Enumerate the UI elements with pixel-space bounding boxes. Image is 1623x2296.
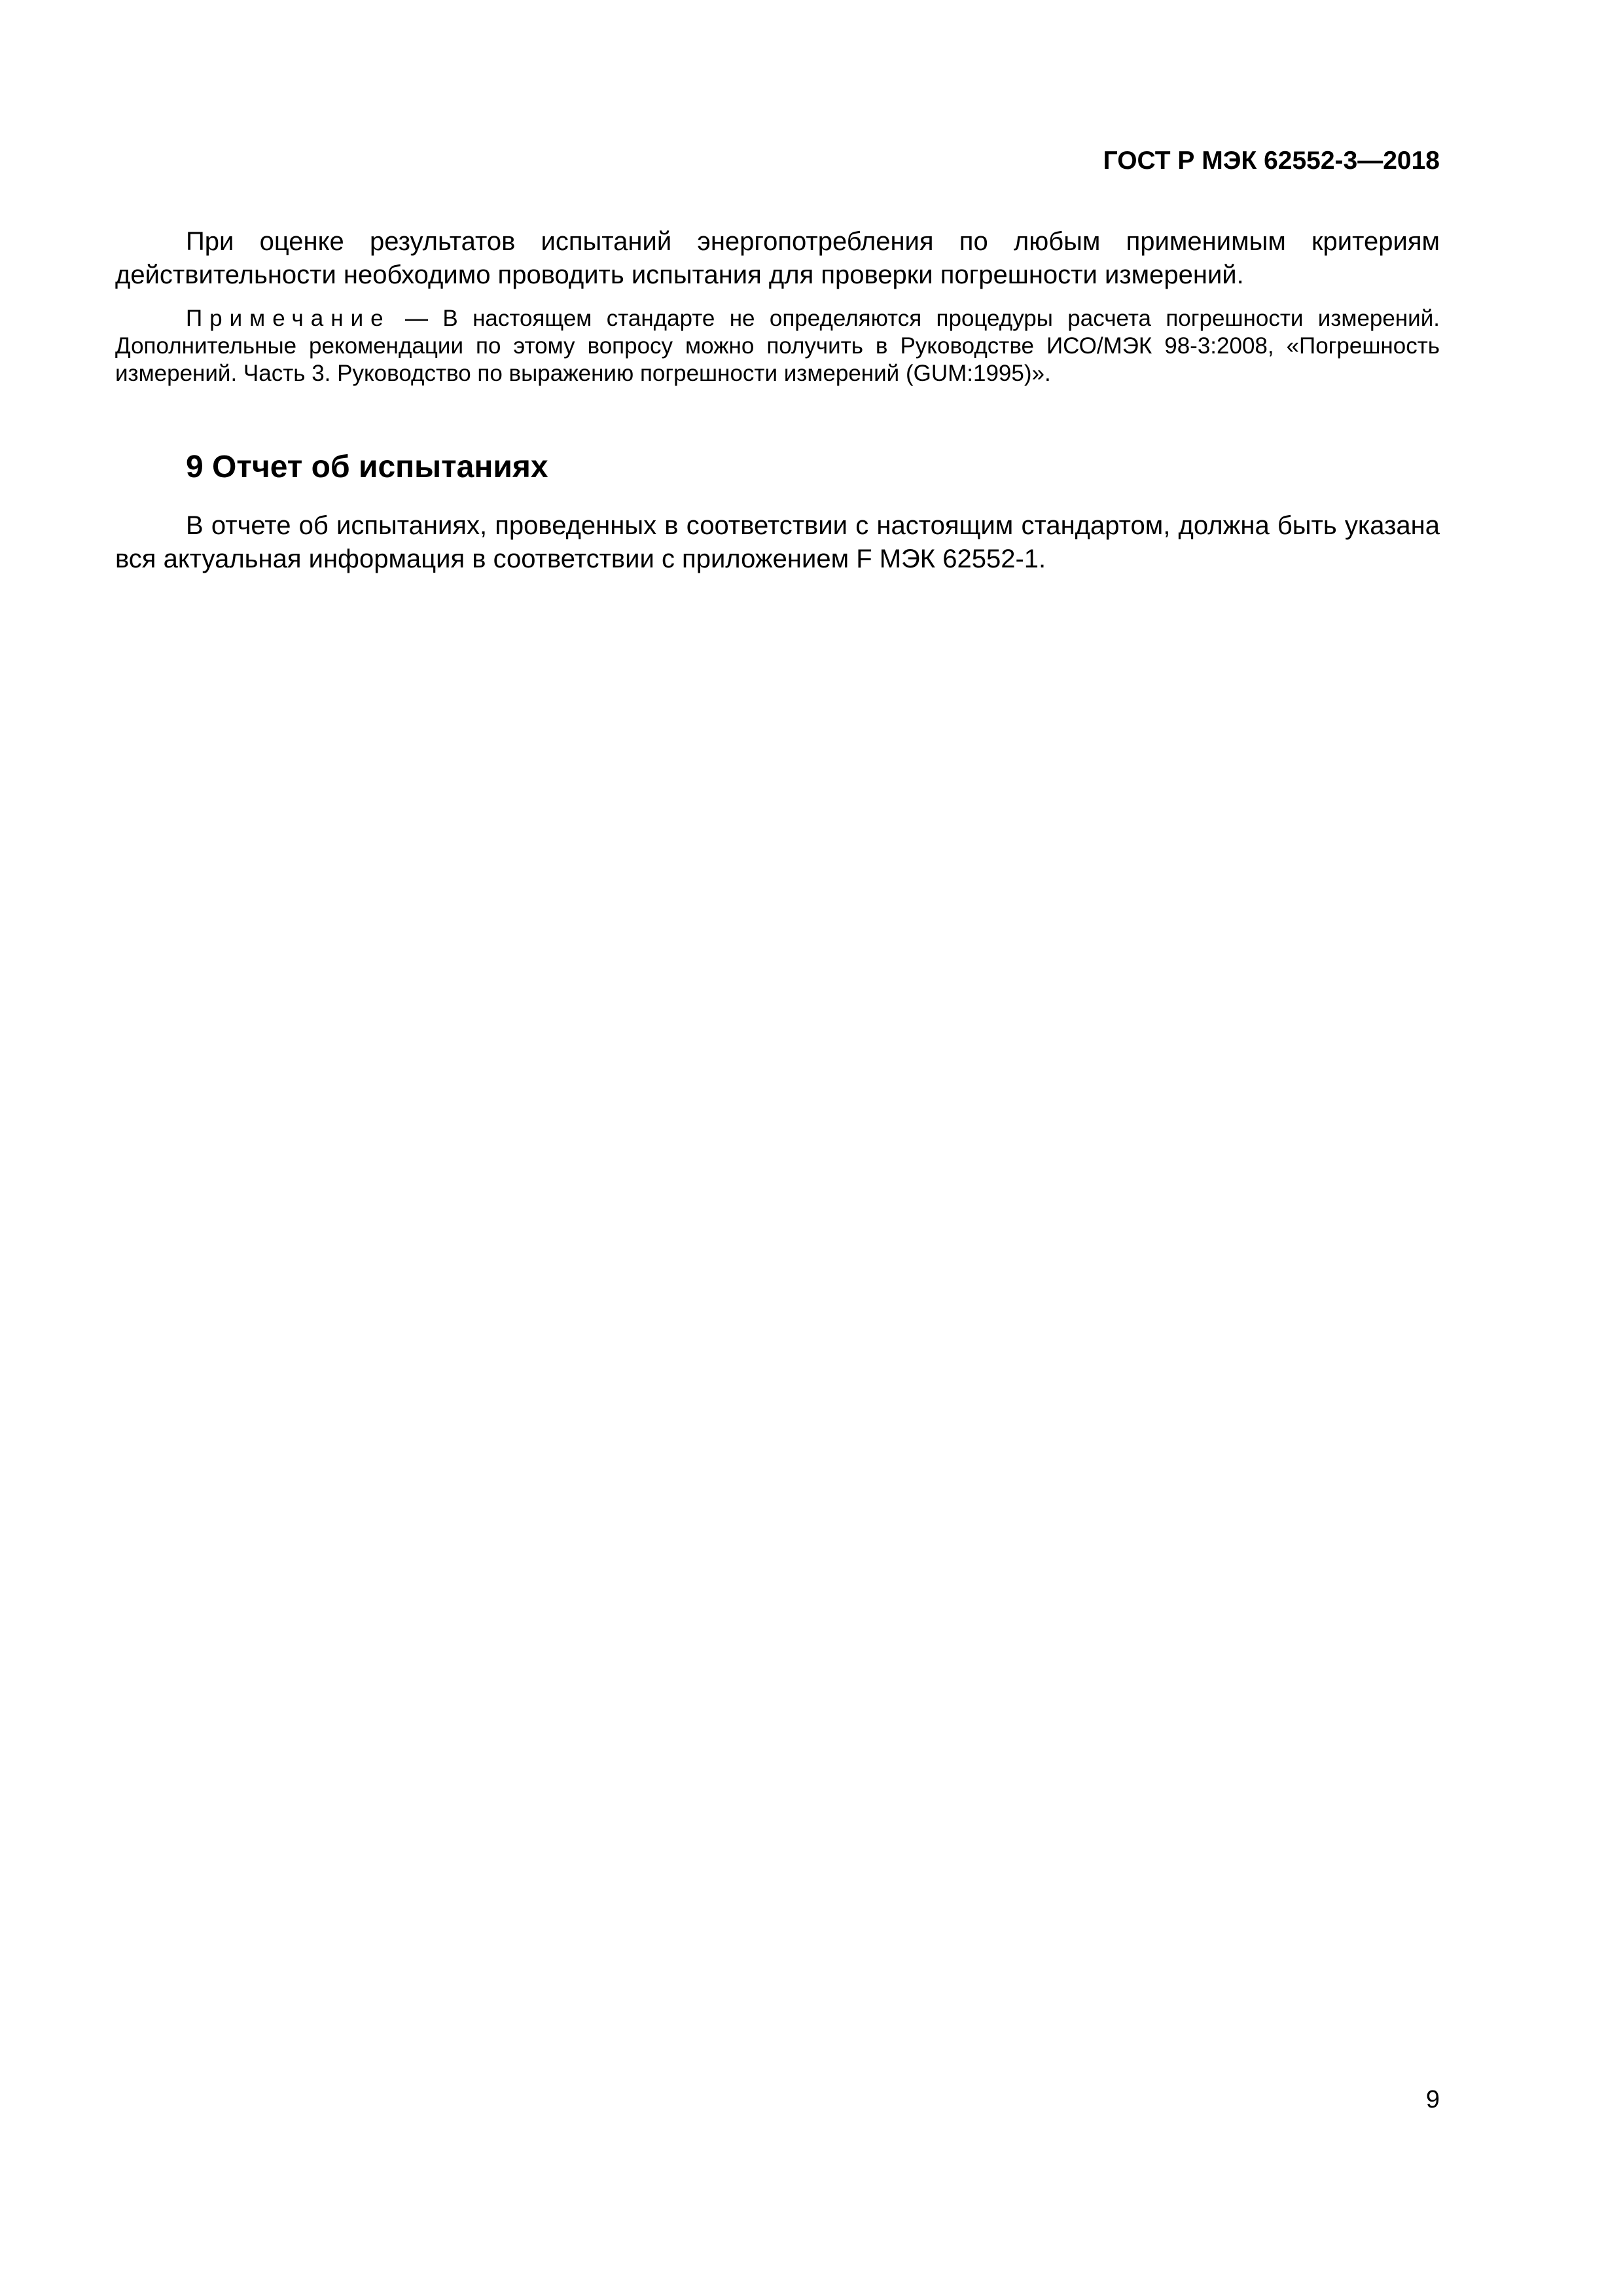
page-number: 9 (1425, 2086, 1440, 2113)
evaluation-paragraph: При оценке результатов испытаний энергопотребления по любым применимым критериям действительности необходимо проводить испытания для проверки погрешности измерений. (115, 227, 1440, 289)
note-label: Примечание (186, 306, 391, 331)
note-text: — В настоящем стандарте не определяются процедуры расчета погрешности измерений. Дополнительные рекомендации по этому вопросу можно получить в Руководстве ИСО/МЭК 98-3:2008, «Погрешность измерений. Часть 3. Руководство по выражению погрешности измерений (GUM:1995)». (115, 306, 1440, 386)
standard-designation: ГОСТ Р МЭК 62552-3—2018 (1103, 147, 1440, 175)
report-paragraph: В отчете об испытаниях, проведенных в соответствии с настоящим стандартом, должна быть указана вся актуальная информация в соответствии с приложением F МЭК 62552-1. (115, 511, 1440, 573)
section-heading: 9 Отчет об испытаниях (186, 450, 548, 484)
note (115, 305, 1440, 387)
